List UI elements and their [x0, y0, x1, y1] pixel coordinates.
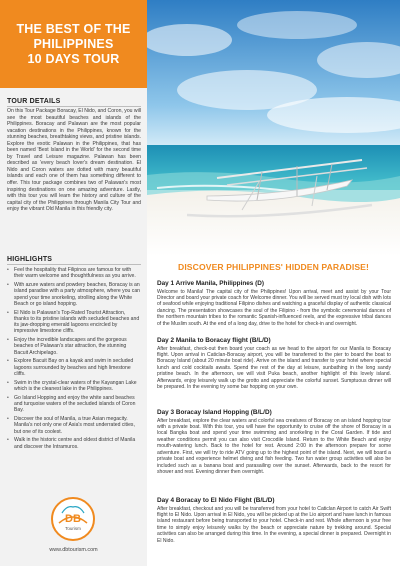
highlights-list — [7, 267, 141, 452]
day-title: Day 3 Boracay Island Hopping (B/L/D) — [157, 409, 272, 416]
tour-details-heading: TOUR DETAILS — [7, 98, 61, 105]
day-text: Welcome to Manila! The capital city of the Philippines! Upon arrival, meet and assist by your Tour Director and board your private coach for Welcome dinner. You will be served must try local dish with lots of seafood while enjoying traditional Filipino dishes and watching a graceful display of authentic classical dancing. The presentation showcases the soul of the Filipino - from the symbolic ceremonial dances of the northern mountain tribes to the romantic Spanish-influenced reels, and the expressive tribal dances of the Muslim south. At the end of a long day, drive to the hotel for check-in and overnight. — [157, 288, 391, 327]
db-tourism-logo — [51, 497, 95, 541]
highlight-item: • Enjoy the incredible landscapes and the gorgeous beaches of Palawan's star attraction, the stunning Bacuit Archipelago. — [7, 337, 141, 356]
itinerary-day-3 — [157, 409, 391, 476]
day-title: Day 2 Manila to Boracay flight (B/L/D) — [157, 337, 271, 344]
highlights-heading: HIGHLIGHTS — [7, 256, 53, 263]
title-line-3: 10 DAYS TOUR — [27, 51, 120, 66]
highlight-item: • Discover the soul of Manila, a true Asian megacity. Manila's not only one of Asia's most underrated cities, but one of its coolest. — [7, 416, 141, 435]
logo-sub: Tourism — [65, 526, 81, 531]
day-text: After breakfast, checkout and you will be transferred from your hotel to Caticlan Airport to catch Air Swift flight to El Nido. Upon arrival in El Nido, you will be picked up at the Lio airport and have lunch in famous island restaurant before being transported to your hotel. Check-in and rest. Whole afternoon is your free time to simply enjoy leisurely walks by the beach or appreciate nature by trekking around. Special activities can also be arranged during this time. In the evening, a special dinner is prepared. Overnight in El Nido. — [157, 505, 391, 544]
highlights-divider — [7, 264, 141, 265]
itinerary-day-2 — [157, 337, 391, 391]
day-title: Day 1 Arrive Manila, Philippines (D) — [157, 280, 265, 287]
itinerary-day-1 — [157, 280, 391, 327]
day-text: After breakfast, check-out then board your coach as we head to the airport for our Manila to Boracay flight. Upon arrival in Caticlan-Boracay airport, you will be transferred to the pier to board the boat to Boracay Island (about 20 minute boat ride). Arrive on the island and transfer to your hotel where special lunch and cold cocktails awaits. Spend the rest of the day at leisure, sunbathing in the long sandy pristine beach. In the afternoon, we will visit Puka beach, another highlight of this lovely island. Afterwards, enjoy leisurely walk up the grotto and appreciate the colorful sunset. Sumptuous dinner will be prepared. In the evening try some bar hopping on your own. — [157, 345, 391, 391]
highlight-item: • Feel the hospitality that Filipinos are famous for with their warm welcome and thoughtfulness as you arrive. — [7, 267, 141, 280]
tour-title-banner — [0, 0, 147, 88]
highlight-item: • With azure waters and powdery beaches, Boracay is an island paradise with a party atmosphere, where you can spend your time snorkeling, strolling along the White Beach or go island hopping. — [7, 282, 141, 307]
highlight-item: • Walk in the historic centre and oldest district of Manila and discover the Intramuros. — [7, 437, 141, 450]
tour-details-divider — [7, 106, 141, 107]
beach-boat-image — [147, 0, 400, 256]
title-line-2: PHILIPPINES — [33, 36, 114, 51]
highlight-item: • Go Island Hopping and enjoy the white sand beaches and turquoise waters of the secluded islands of Coron Bay. — [7, 395, 141, 414]
highlight-item: • El Nido is Palawan's Top-Rated Tourist Attraction, thanks to its pristine islands with secluded beaches and its jaw-dropping emerald lagoons encircled by impressive limestone cliffs. — [7, 310, 141, 335]
hero-beach-photo — [147, 0, 400, 256]
website-url: www.dbtourism.com — [49, 547, 98, 553]
itinerary-day-4 — [157, 497, 391, 544]
highlight-item: • Swim in the crystal-clear waters of the Kayangan Lake which is the cleanest lake in the Philippines. — [7, 380, 141, 393]
title-line-1: THE BEST OF THE — [16, 21, 131, 36]
day-text: After breakfast, explore the clear waters and colorful sea creatures of Boracay on an island hopping tour with a private boat. With this tour, you will have the opportunity to cruise off the shore of Boracay in a local Bangka boat and spend your time swimming and snorkeling in the Coral Garden. If tide and weather conditions permit you can also visit Crocodile Island. Return to the White Beach and enjoy mouth-watering lunch. Back to the hotel for rest. Around 2:00 in the afternoon prepare for some adventure. First, we will try to ride ATV going up to the highest point of the island. Next, we will board a private boat and experience helmet diving and fish feeding. Two fun water group activities will also be included such as a banana boat and parasailing over the sunset. Afterwards, back to the resort for shower and rest. Evening dinner then overnight. — [157, 417, 391, 476]
logo-letters: DB — [65, 513, 81, 525]
day-title: Day 4 Boracay to El Nido Flight (B/L/D) — [157, 497, 275, 504]
tour-details-text: On this Tour Package Boracay, El Nido, and Coron, you will see the most beautiful beaches and islands of the Philippines. Boracay and Palawan are the most popular vacation destinations in the Philippines, known for the stunning beaches, breathtaking views, and pristine islands. Explore the exotic Palawan in the Philippines, that has been named 'Best Island in the World' for the second time by Travel and Leisure magazine. Palawan has been described as 'every beach lover's dream destination. El Nido and Coron waters are dotted with many beautiful islands and each one of them has something different to offer. This tour package combines two of Palawan's most inspiring destinations on one amazing adventure. Lastly, with this tour you will learn the history and culture of the capital city of the Philippines through Manila City Tour and enjoy the vibrant Old Manila in this friendly city. — [7, 108, 141, 213]
hero-caption: DISCOVER PHILIPPINES' HIDDEN PARADISE! — [178, 262, 369, 272]
db-tourism-logo-icon — [51, 497, 95, 541]
highlight-item: • Explore Bacuit Bay on a kayak and swim in secluded lagoons surrounded by beaches and high limestone cliffs. — [7, 358, 141, 377]
